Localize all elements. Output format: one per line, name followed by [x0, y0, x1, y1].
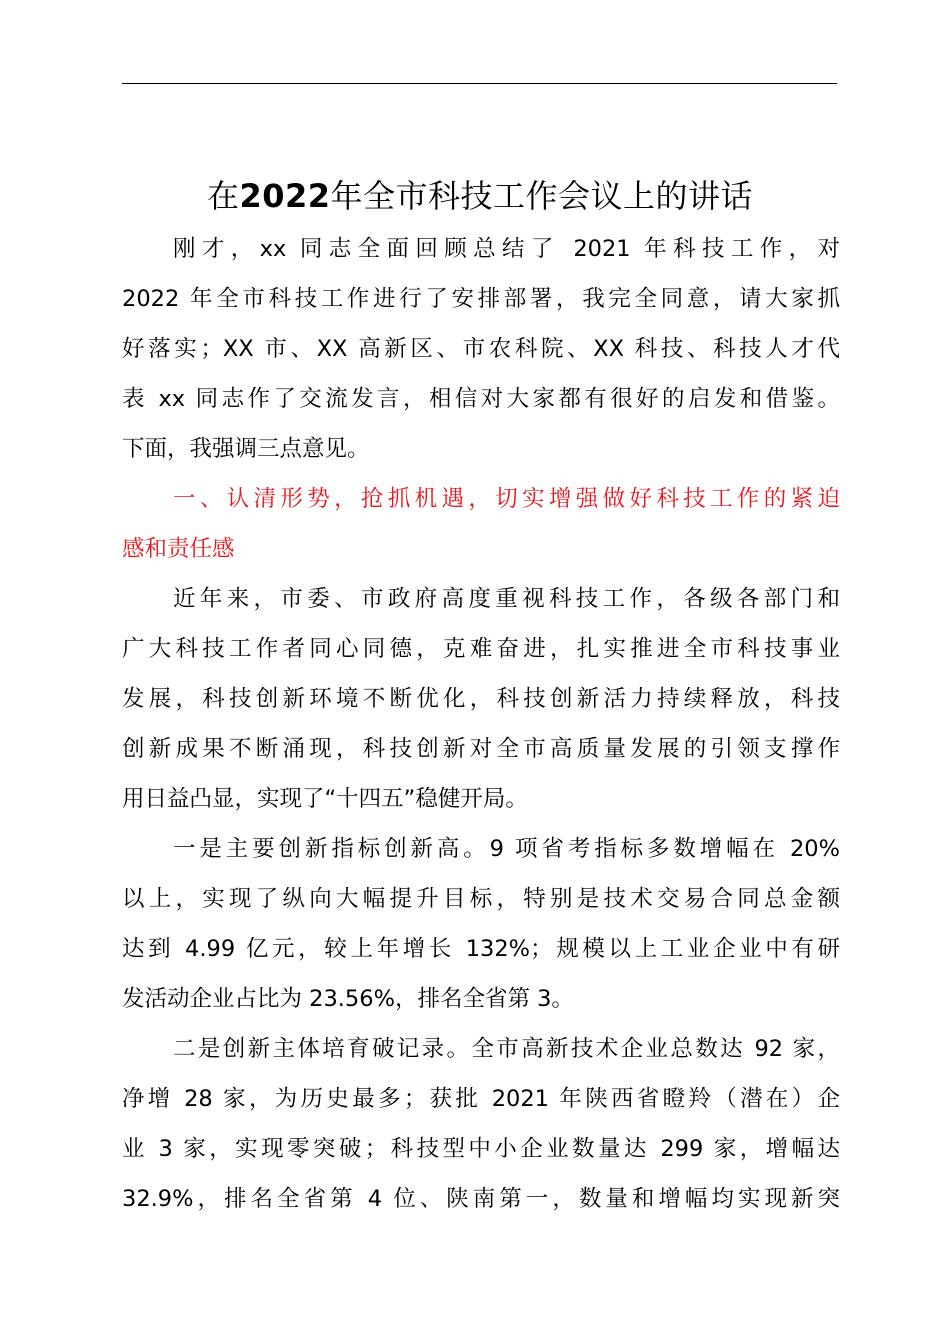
paragraph-overview	[122, 574, 840, 824]
text-line: 广大科技工作者同心同德，克难奋进，扎实推进全市科技事业	[122, 636, 840, 662]
text-line: 净增 28 家，为历史最多；获批 2021 年陕西省瞪羚（潜在）企	[122, 1086, 840, 1112]
text-line: 一是主要创新指标创新高。9 项省考指标多数增幅在 20%	[173, 836, 840, 862]
text-line: 二是创新主体培育破记录。全市高新技术企业总数达 92 家，	[173, 1036, 840, 1062]
text-line: 发展，科技创新环境不断优化，科技创新活力持续释放，科技	[122, 686, 840, 712]
text-line: 以上，实现了纵向大幅提升目标，特别是技术交易合同总金额	[122, 886, 840, 912]
heading-line: 一、认清形势，抢抓机遇，切实增强做好科技工作的紧迫	[173, 486, 840, 512]
document-body	[122, 224, 840, 1224]
text-line: 用日益凸显，实现了“十四五”稳健开局。	[122, 786, 528, 812]
text-line: 32.9%，排名全省第 4 位、陕南第一，数量和增幅均实现新突	[122, 1186, 840, 1212]
text-line: 刚才，xx 同志全面回顾总结了 2021 年科技工作，对	[173, 236, 840, 262]
text-line: 表 xx 同志作了交流发言，相信对大家都有很好的启发和借鉴。	[122, 386, 840, 412]
paragraph-point-2	[122, 1024, 840, 1224]
paragraph-point-1	[122, 824, 840, 1024]
title-prefix: 在	[206, 177, 240, 216]
header-rule	[122, 83, 837, 84]
page-title	[100, 171, 860, 221]
text-line: 发活动企业占比为 23.56%，排名全省第 3。	[122, 986, 574, 1012]
section-heading-1	[122, 474, 840, 574]
text-line: 近年来，市委、市政府高度重视科技工作，各级各部门和	[173, 586, 840, 612]
text-line: 达到 4.99 亿元，较上年增长 132%；规模以上工业企业中有研	[122, 936, 840, 962]
text-line: 业 3 家，实现零突破；科技型中小企业数量达 299 家，增幅达	[122, 1136, 840, 1162]
text-line: 好落实；XX 市、XX 高新区、市农科院、XX 科技、科技人才代	[122, 336, 840, 362]
title-year: 2022	[239, 177, 331, 216]
text-line: 下面，我强调三点意见。	[122, 436, 370, 462]
text-line: 2022 年全市科技工作进行了安排部署，我完全同意，请大家抓	[122, 286, 840, 312]
heading-line: 感和责任感	[122, 536, 235, 562]
title-suffix: 年全市科技工作会议上的讲话	[330, 177, 754, 216]
paragraph-intro	[122, 224, 840, 474]
text-line: 创新成果不断涌现，科技创新对全市高质量发展的引领支撑作	[122, 736, 840, 762]
